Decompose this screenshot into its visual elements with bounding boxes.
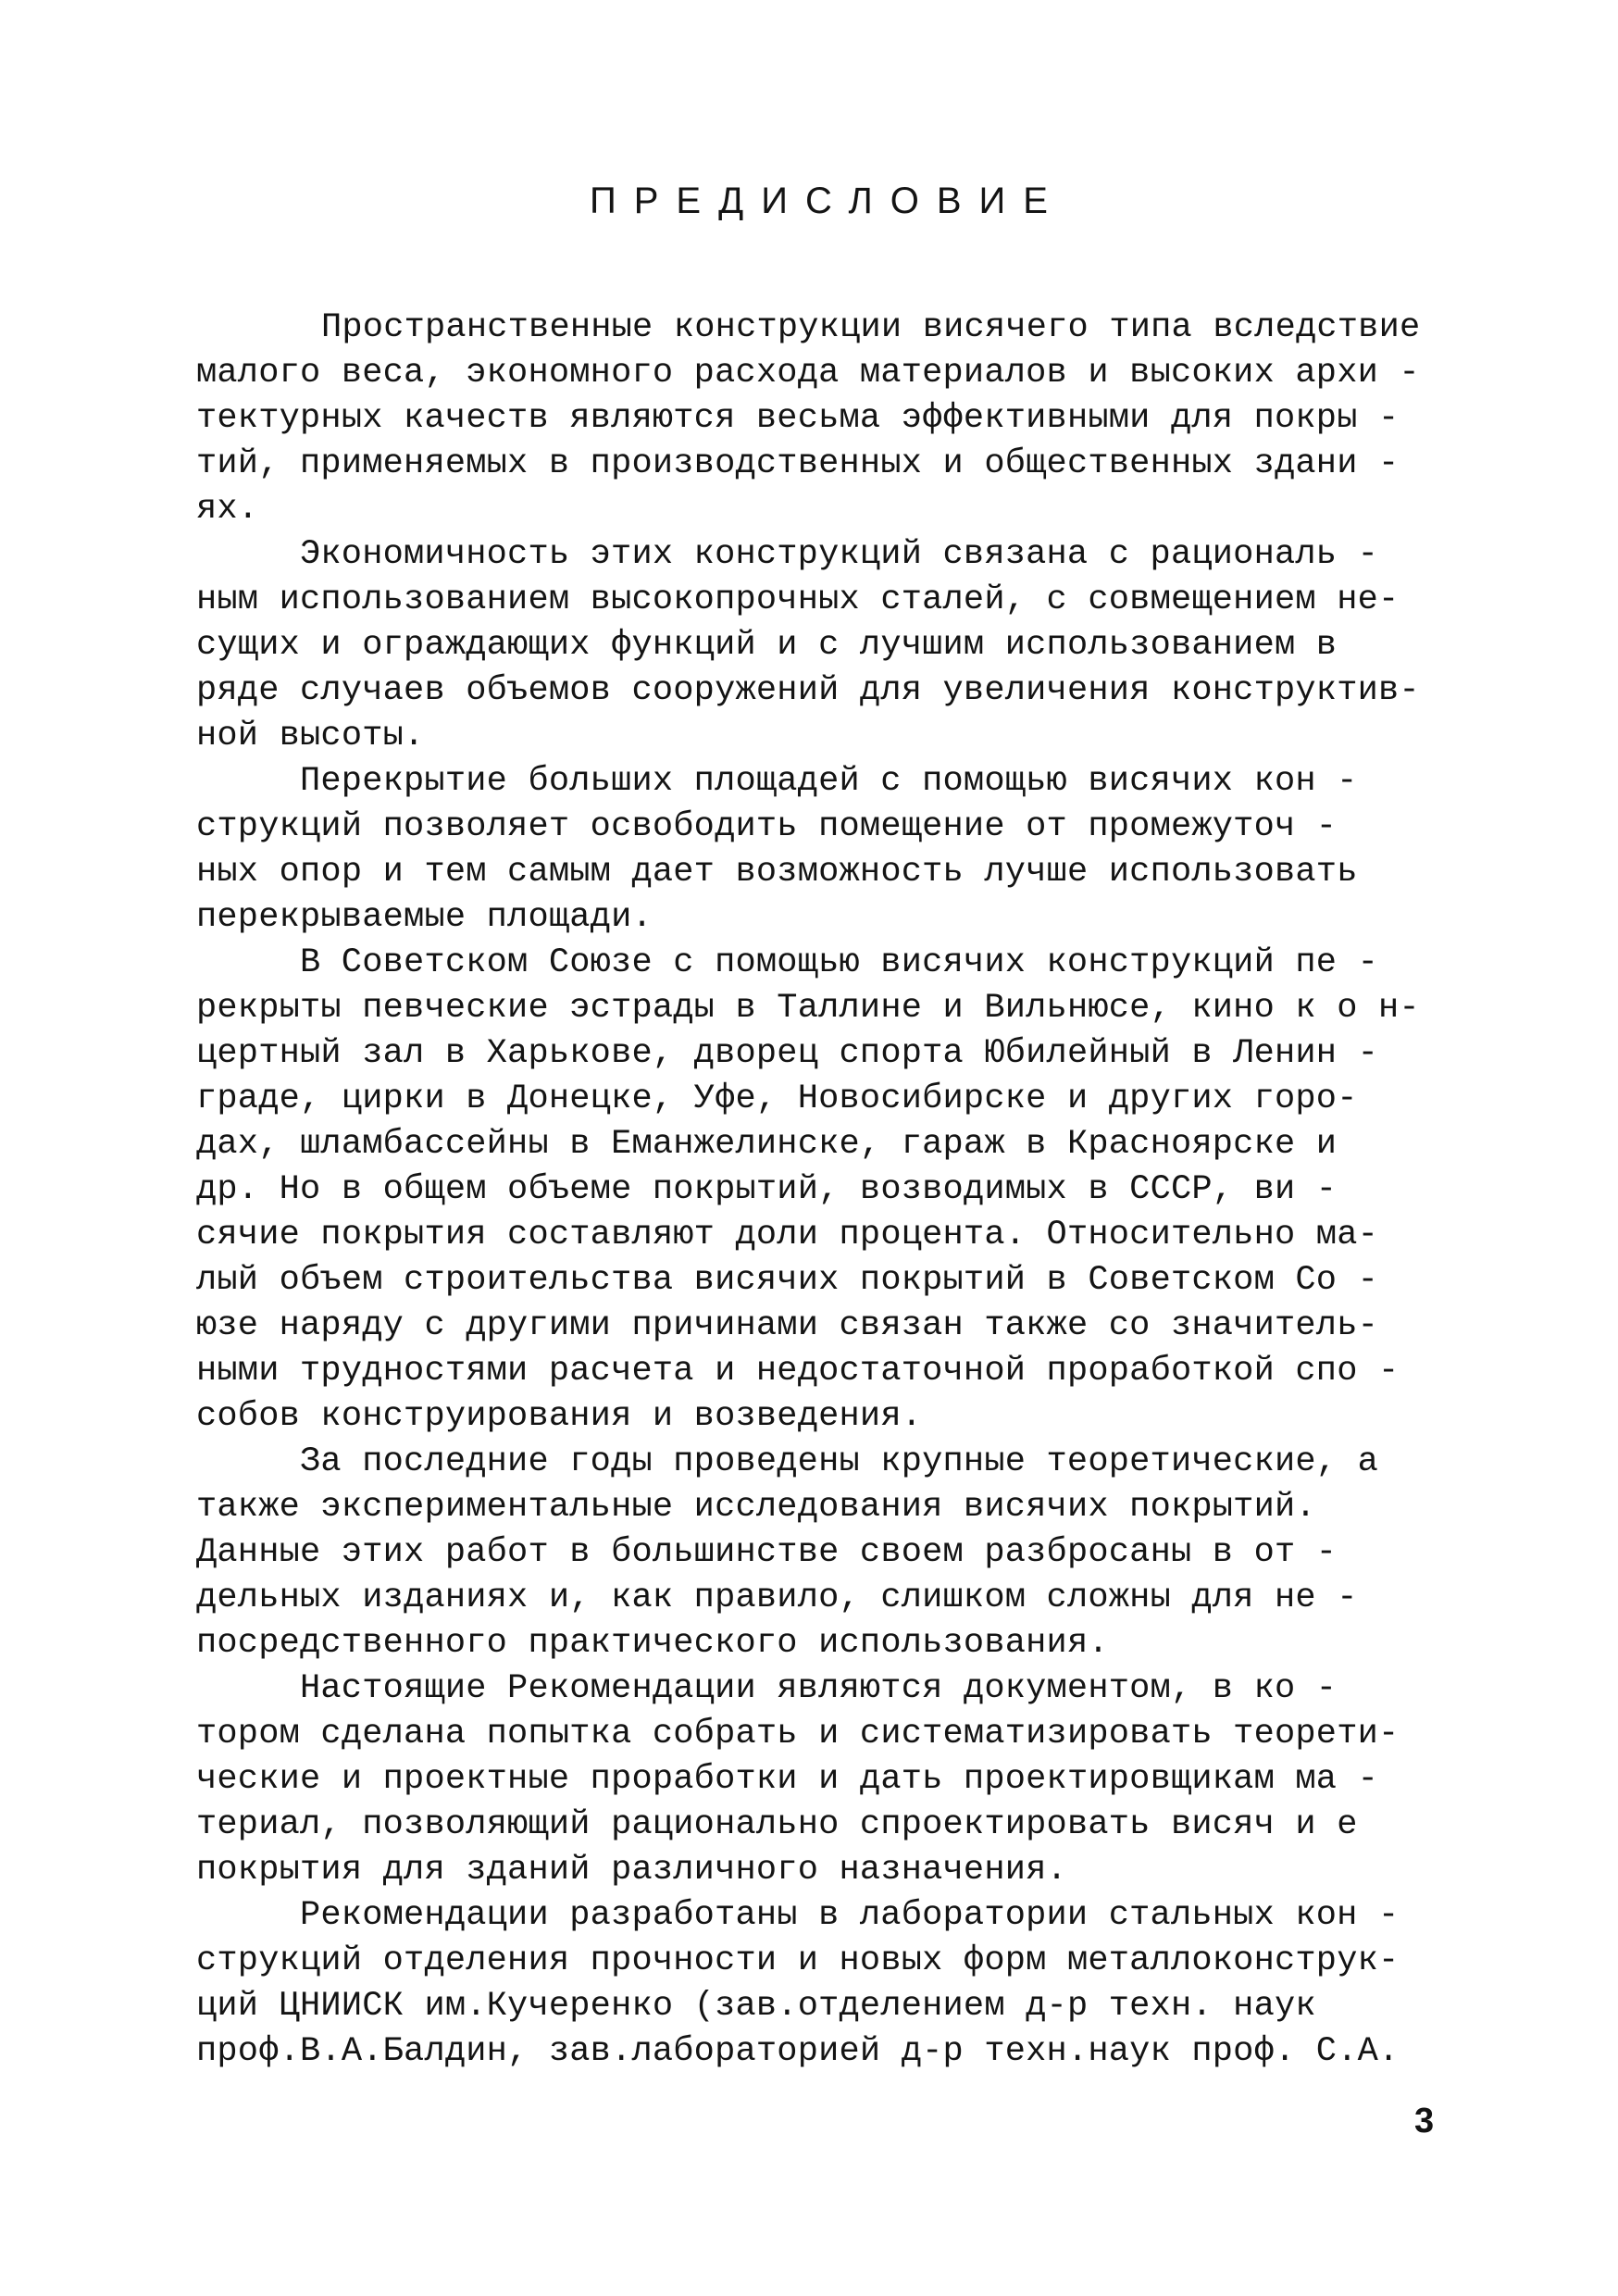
text-line: малого веса, экономного расхода материалов и высоких архи - bbox=[196, 354, 1420, 393]
page-number: 3 bbox=[1414, 2102, 1435, 2140]
text-line: ными трудностями расчета и недостаточной проработкой спо - bbox=[196, 1352, 1400, 1391]
preface-body bbox=[196, 306, 1455, 2075]
text-line: ной высоты. bbox=[196, 717, 425, 755]
text-line: цертный зал в Харькове, дворец спорта Юбилейный в Ленин - bbox=[196, 1034, 1379, 1073]
text-line: ряде случаев объемов сооружений для увеличения конструктив- bbox=[196, 671, 1420, 710]
text-line: сячие покрытия составляют доли процента. Относительно ма- bbox=[196, 1216, 1379, 1254]
text-line: дах, шламбассейны в Еманжелинске, гараж в Красноярске и bbox=[196, 1125, 1338, 1164]
text-line: покрытия для зданий различного назначения. bbox=[196, 1851, 1067, 1890]
text-line: рекрыты певческие эстрады в Таллине и Вильнюсе, кино к о н- bbox=[196, 989, 1420, 1028]
text-line: перекрываемые площади. bbox=[196, 898, 653, 937]
text-line: тором сделана попытка собрать и систематизировать теорети- bbox=[196, 1715, 1400, 1753]
text-line: Рекомендации разработаны в лаборатории стальных кон - bbox=[300, 1896, 1400, 1935]
text-line: лый объем строительства висячих покрытий в Советском Со - bbox=[196, 1261, 1379, 1300]
text-line: териал, позволяющий рационально спроектировать висяч и е bbox=[196, 1805, 1358, 1844]
text-line: юзе наряду с другими причинами связан также со значитель- bbox=[196, 1306, 1379, 1345]
text-line: Экономичность этих конструкций связана с рациональ - bbox=[300, 535, 1378, 574]
text-line: собов конструирования и возведения. bbox=[196, 1397, 923, 1436]
text-line: проф.В.А.Балдин, зав.лабораторией д-р техн.наук проф. С.А. bbox=[196, 2032, 1400, 2071]
text-line: струкций позволяет освободить помещение от промежуточ - bbox=[196, 807, 1338, 846]
text-line: струкций отделения прочности и новых форм металлоконструк- bbox=[196, 1941, 1400, 1980]
text-line: Настоящие Рекомендации являются документом, в ко - bbox=[300, 1669, 1338, 1708]
page-title: ПРЕДИСЛОВИЕ bbox=[590, 181, 1065, 221]
text-line: также экспериментальные исследования висячих покрытий. bbox=[196, 1488, 1316, 1527]
text-line: тий, применяемых в производственных и общественных здани - bbox=[196, 444, 1400, 483]
text-line: ных опор и тем самым дает возможность лучше использовать bbox=[196, 853, 1358, 892]
text-line: ческие и проектные проработки и дать проектировщикам ма - bbox=[196, 1760, 1379, 1799]
text-line: посредственного практического использования. bbox=[196, 1624, 1109, 1663]
text-line: сущих и ограждающих функций и с лучшим использованием в bbox=[196, 626, 1338, 665]
text-line: граде, цирки в Донецке, Уфе, Новосибирске и других горо- bbox=[196, 1079, 1358, 1118]
text-line: ным использованием высокопрочных сталей, с совмещением не- bbox=[196, 580, 1400, 619]
text-line: Данные этих работ в большинстве своем разбросаны в от - bbox=[196, 1533, 1338, 1572]
text-line: дельных изданиях и, как правило, слишком сложны для не - bbox=[196, 1578, 1358, 1617]
text-line: В Советском Союзе с помощью висячих конструкций пе - bbox=[300, 943, 1378, 982]
text-line: ях. bbox=[196, 490, 259, 529]
text-line: Перекрытие больших площадей с помощью висячих кон - bbox=[300, 762, 1358, 801]
text-line: др. Но в общем объеме покрытий, возводимых в СССР, ви - bbox=[196, 1170, 1338, 1209]
text-line: тектурных качеств являются весьма эффективными для покры - bbox=[196, 399, 1400, 438]
text-line: ций ЦНИИСК им.Кучеренко (зав.отделением д-р техн. наук bbox=[196, 1987, 1316, 2026]
text-line: За последние годы проведены крупные теоретические, а bbox=[300, 1442, 1378, 1481]
text-line: Пространственные конструкции висячего типа вследствие bbox=[321, 308, 1421, 347]
